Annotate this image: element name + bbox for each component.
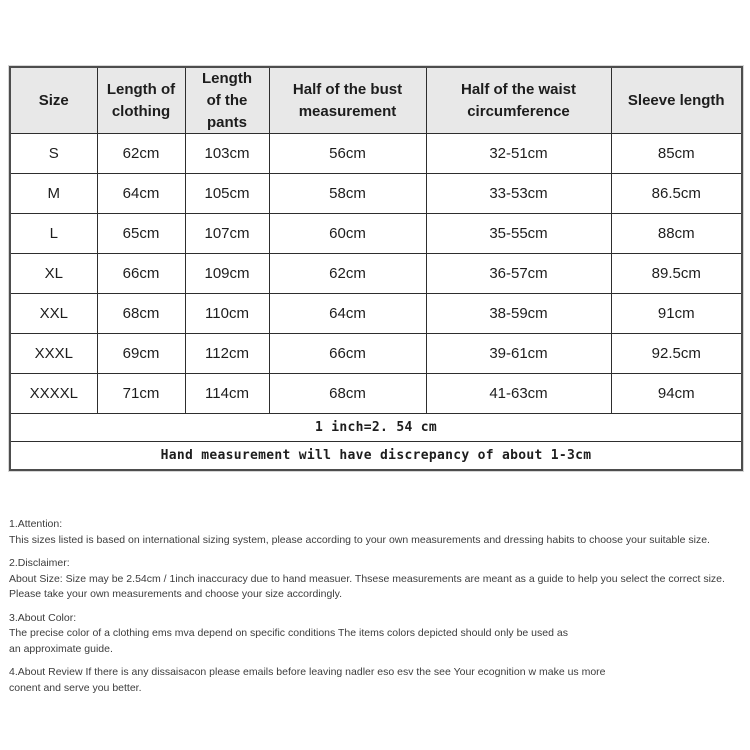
note-line: 3.About Color: bbox=[9, 611, 77, 624]
size-cell: L bbox=[10, 214, 97, 254]
measurement-cell: 109cm bbox=[185, 254, 269, 294]
footer-note: Hand measurement will have discrepancy of about 1-3cm bbox=[10, 442, 742, 471]
measurement-cell: 66cm bbox=[269, 334, 426, 374]
measurement-cell: 107cm bbox=[185, 214, 269, 254]
measurement-cell: 64cm bbox=[97, 174, 185, 214]
measurement-cell: 58cm bbox=[269, 174, 426, 214]
measurement-cell: 36-57cm bbox=[426, 254, 611, 294]
table-row bbox=[10, 374, 742, 414]
size-cell: XL bbox=[10, 254, 97, 294]
measurement-cell: 92.5cm bbox=[611, 334, 742, 374]
column-header-5: Sleeve length bbox=[611, 67, 742, 134]
measurement-cell: 68cm bbox=[269, 374, 426, 414]
measurement-cell: 39-61cm bbox=[426, 334, 611, 374]
size-chart-table bbox=[9, 66, 743, 471]
column-header-1: Length of clothing bbox=[97, 67, 185, 134]
measurement-cell: 68cm bbox=[97, 294, 185, 334]
measurement-cell: 94cm bbox=[611, 374, 742, 414]
column-header-4: Half of the waist circumference bbox=[426, 67, 611, 134]
measurement-cell: 66cm bbox=[97, 254, 185, 294]
measurement-cell: 56cm bbox=[269, 134, 426, 174]
measurement-cell: 112cm bbox=[185, 334, 269, 374]
note-paragraph bbox=[9, 556, 747, 603]
measurement-cell: 86.5cm bbox=[611, 174, 742, 214]
measurement-cell: 64cm bbox=[269, 294, 426, 334]
measurement-cell: 114cm bbox=[185, 374, 269, 414]
measurement-cell: 60cm bbox=[269, 214, 426, 254]
measurement-cell: 105cm bbox=[185, 174, 269, 214]
measurement-cell: 110cm bbox=[185, 294, 269, 334]
measurement-cell: 103cm bbox=[185, 134, 269, 174]
note-line: 4.About Review If there is any dissaisacon please emails before leaving nadler eso esv the see Your ecognition w make us more bbox=[9, 666, 606, 678]
notes-section bbox=[9, 517, 747, 704]
table-row bbox=[10, 294, 742, 334]
measurement-cell: 62cm bbox=[97, 134, 185, 174]
size-cell: XXXL bbox=[10, 334, 97, 374]
measurement-cell: 88cm bbox=[611, 214, 742, 254]
table-row bbox=[10, 334, 742, 374]
measurement-cell: 62cm bbox=[269, 254, 426, 294]
table-row bbox=[10, 214, 742, 254]
size-cell: XXXXL bbox=[10, 374, 97, 414]
note-line: 2.Disclaimer: bbox=[9, 557, 70, 569]
note-line: This sizes listed is based on international sizing system, please according to your own measurements and dressing habits to choose your suitable size. bbox=[9, 533, 710, 546]
note-paragraph bbox=[9, 665, 747, 696]
note-line: About Size: Size may be 2.54cm / 1inch inaccuracy due to hand measuer. Thsese measurements are meant as a guide to help you select the correct size. bbox=[9, 572, 725, 585]
measurement-cell: 91cm bbox=[611, 294, 742, 334]
measurement-cell: 89.5cm bbox=[611, 254, 742, 294]
column-header-0: Size bbox=[10, 67, 97, 134]
note-paragraph bbox=[9, 611, 747, 658]
footer-note: 1 inch=2. 54 cm bbox=[10, 414, 742, 442]
measurement-cell: 38-59cm bbox=[426, 294, 611, 334]
size-cell: S bbox=[10, 134, 97, 174]
measurement-cell: 85cm bbox=[611, 134, 742, 174]
table-row bbox=[10, 254, 742, 294]
note-line: an approximate guide. bbox=[9, 642, 113, 655]
header-row bbox=[10, 67, 742, 134]
measurement-cell: 65cm bbox=[97, 214, 185, 254]
size-cell: M bbox=[10, 174, 97, 214]
note-line: The precise color of a clothing ems mva depend on specific conditions The items colors depicted should only be used as bbox=[9, 627, 568, 639]
table-row bbox=[10, 134, 742, 174]
measurement-cell: 69cm bbox=[97, 334, 185, 374]
table-footer-row bbox=[10, 414, 742, 442]
note-paragraph bbox=[9, 517, 747, 548]
measurement-cell: 32-51cm bbox=[426, 134, 611, 174]
table-footer-row bbox=[10, 442, 742, 471]
size-cell: XXL bbox=[10, 294, 97, 334]
note-line: conent and serve you better. bbox=[9, 681, 142, 694]
note-line: 1.Attention: bbox=[9, 518, 63, 530]
table-body bbox=[10, 134, 742, 471]
measurement-cell: 33-53cm bbox=[426, 174, 611, 214]
column-header-3: Half of the bust measurement bbox=[269, 67, 426, 134]
measurement-cell: 71cm bbox=[97, 374, 185, 414]
measurement-cell: 35-55cm bbox=[426, 214, 611, 254]
column-header-2: Length of the pants bbox=[185, 67, 269, 134]
note-line: Please take your own measurements and choose your size accordingly. bbox=[9, 588, 343, 600]
table-row bbox=[10, 174, 742, 214]
measurement-cell: 41-63cm bbox=[426, 374, 611, 414]
